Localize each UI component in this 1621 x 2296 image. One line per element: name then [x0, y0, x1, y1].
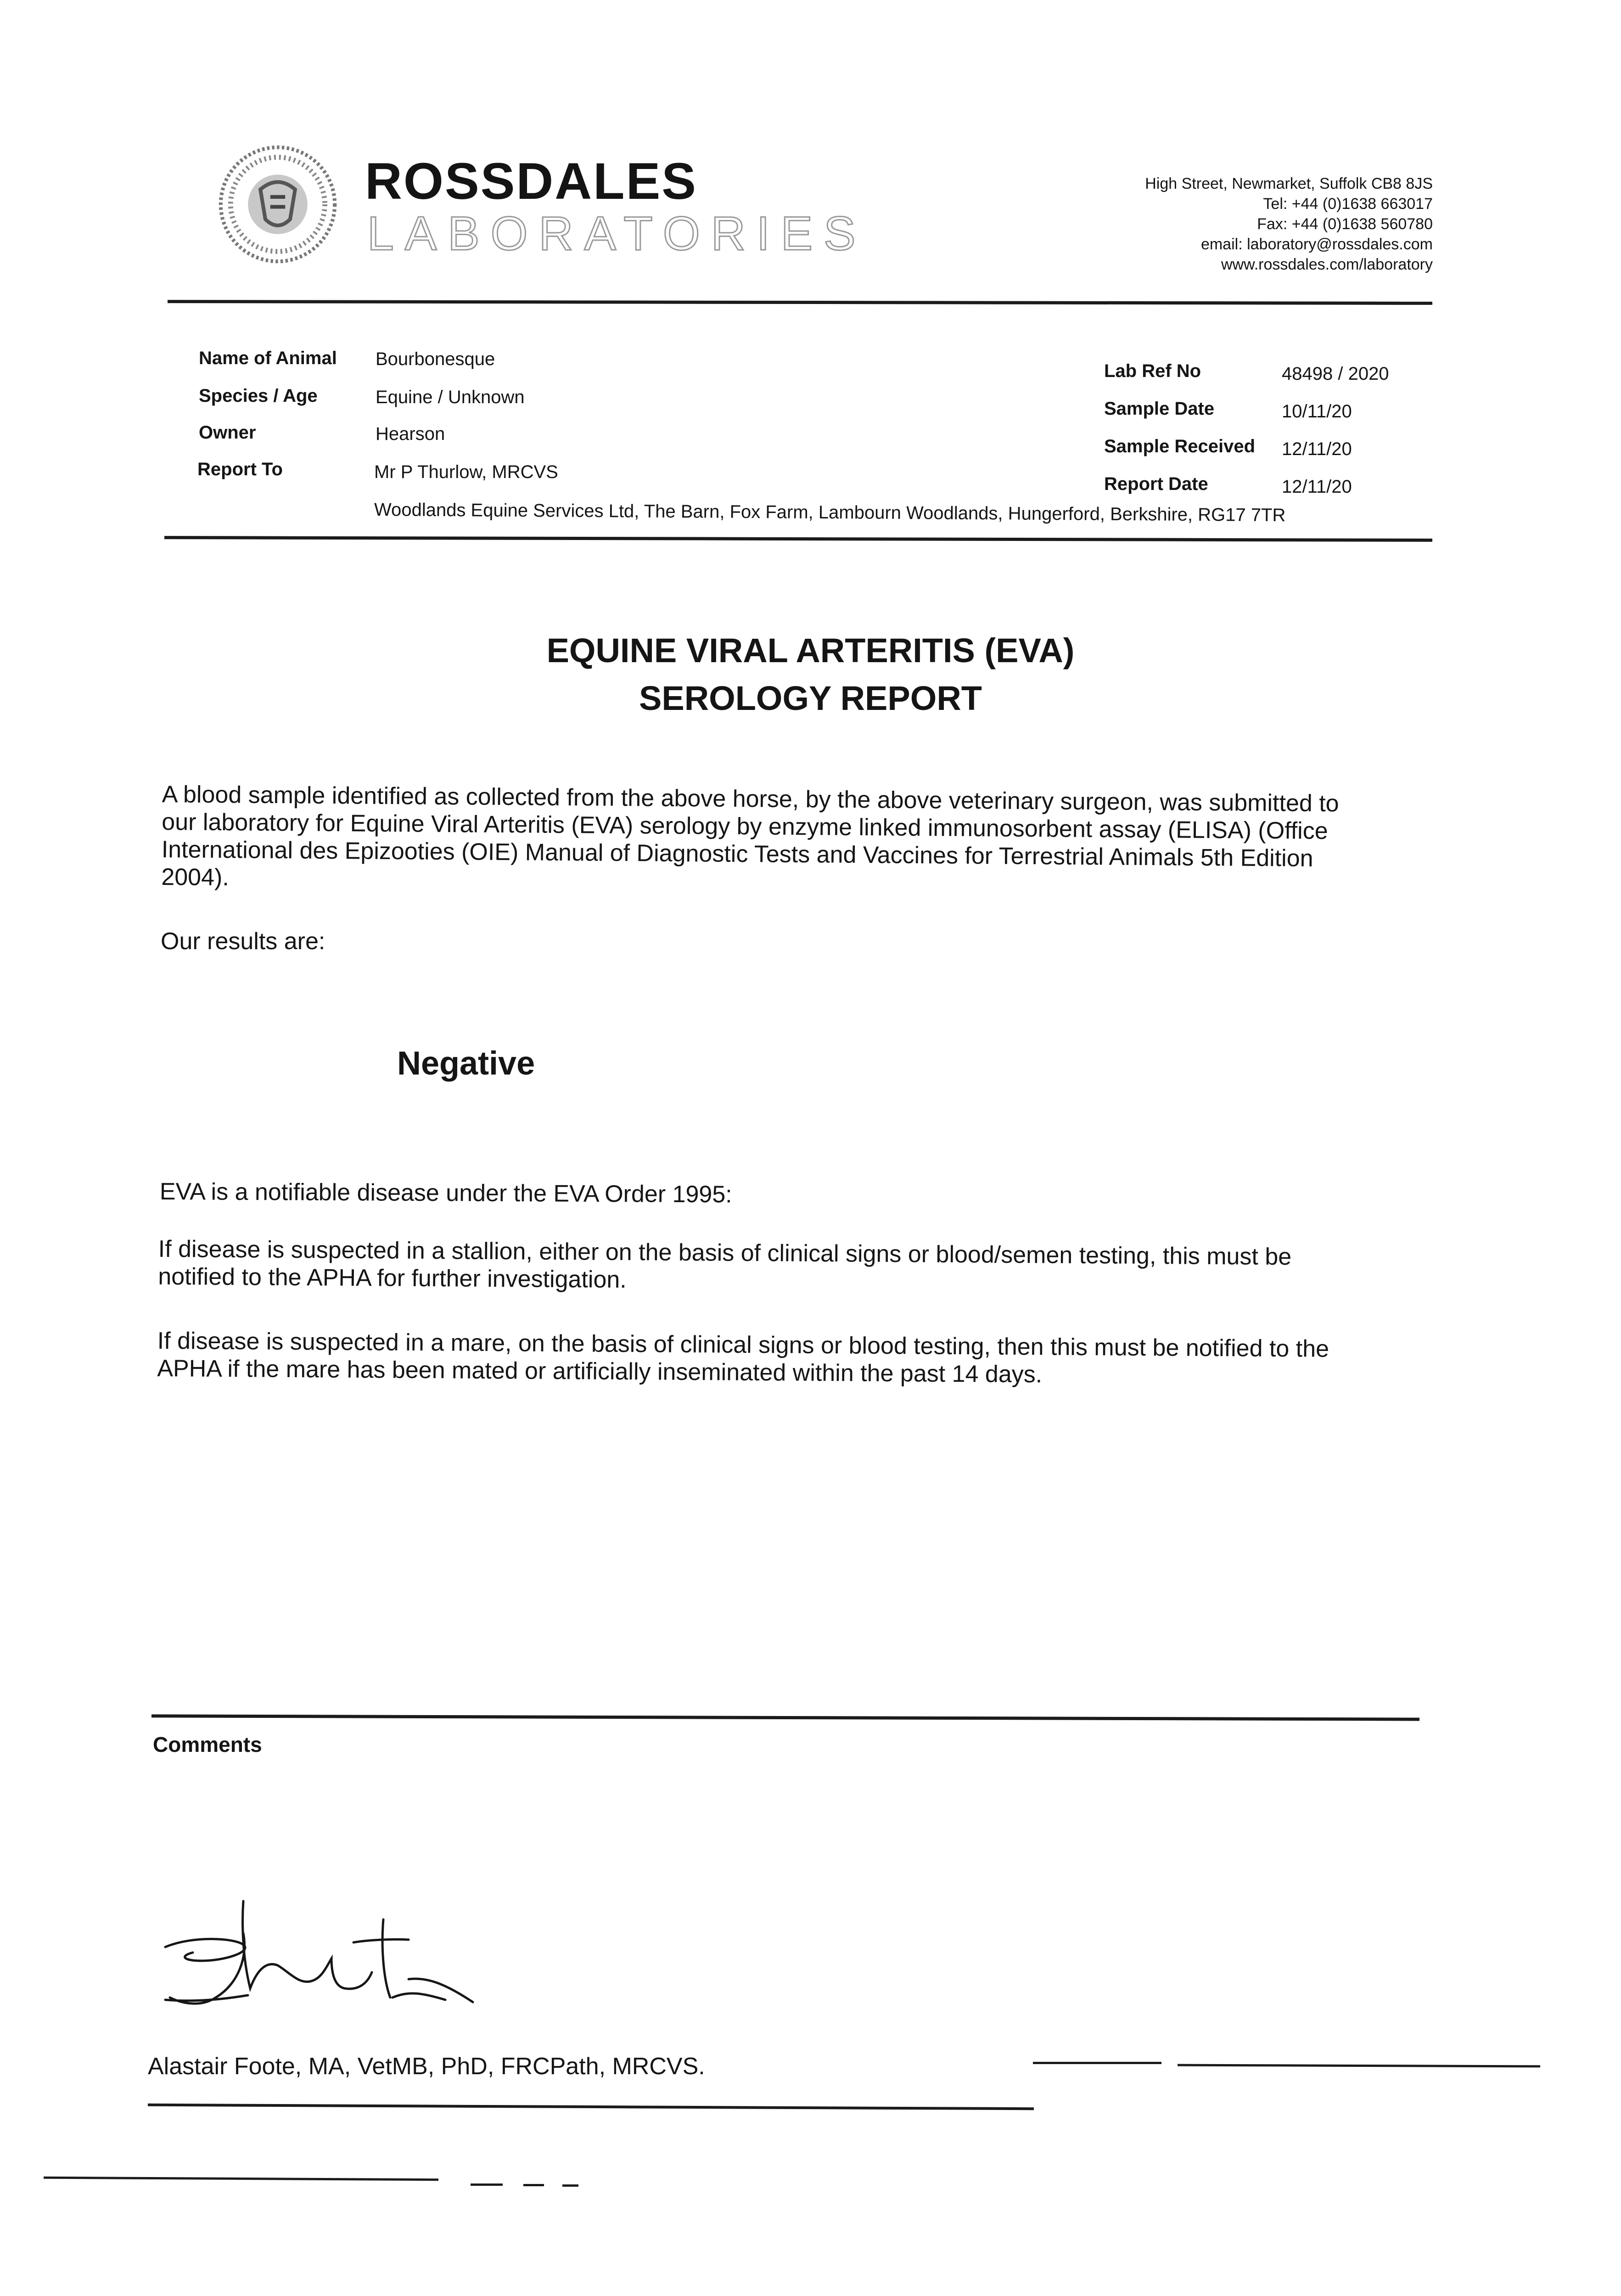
lab-ref-label: Lab Ref No	[1104, 361, 1201, 381]
bottom-divider-long	[44, 2177, 438, 2181]
sample-date-value: 10/11/20	[1282, 401, 1352, 422]
notifiable-statement: EVA is a notifiable disease under the EVA Order 1995:	[159, 1178, 732, 1208]
comments-label: Comments	[153, 1733, 262, 1756]
address-line: High Street, Newmarket, Suffolk CB8 8JS	[1145, 175, 1433, 192]
brand-name: ROSSDALES	[365, 152, 697, 210]
report-to-label: Report To	[197, 459, 283, 479]
right-divider-long	[1178, 2064, 1540, 2068]
intro-line: our laboratory for Equine Viral Arteritis (EVA) serology by enzyme linked immunosorbent assay (ELISA) (Office	[162, 808, 1328, 844]
sample-received-label: Sample Received	[1104, 436, 1256, 456]
header-divider	[168, 300, 1432, 305]
fax-line: Fax: +44 (0)1638 560780	[1257, 215, 1433, 233]
sample-date-label: Sample Date	[1104, 399, 1215, 419]
report-title	[0, 627, 1621, 722]
comments-divider	[151, 1714, 1419, 1721]
name-of-animal-value: Bourbonesque	[376, 349, 495, 369]
email-line: email: laboratory@rossdales.com	[1200, 236, 1433, 253]
bottom-divider-short-2	[523, 2184, 544, 2186]
lab-ref-value: 48498 / 2020	[1282, 364, 1389, 384]
stallion-paragraph	[158, 1235, 1291, 1298]
sample-received-value: 12/11/20	[1282, 439, 1352, 459]
stallion-line: notified to the APHA for further investigation.	[158, 1263, 627, 1294]
report-to-value: Mr P Thurlow, MRCVS	[374, 462, 558, 482]
report-title-line-2: SEROLOGY REPORT	[639, 679, 982, 717]
species-age-label: Species / Age	[199, 386, 318, 406]
details-divider	[164, 536, 1432, 542]
right-divider-short	[1033, 2062, 1161, 2064]
mare-paragraph	[157, 1327, 1329, 1390]
name-of-animal-label: Name of Animal	[199, 348, 337, 368]
intro-line: 2004).	[161, 863, 230, 891]
bottom-divider-short-3	[562, 2184, 578, 2187]
report-to-address: Woodlands Equine Services Ltd, The Barn, Fox Farm, Lambourn Woodlands, Hungerford, Berkshire, RG17 7TR	[374, 500, 1286, 526]
species-age-value: Equine / Unknown	[376, 387, 525, 407]
lab-address-block	[1145, 174, 1433, 275]
intro-line: A blood sample identified as collected from the above horse, by the above veterinary surgeon, was submitted to	[162, 781, 1339, 817]
signatory-name: Alastair Foote, MA, VetMB, PhD, FRCPath, MRCVS.	[148, 2053, 705, 2080]
stallion-line: If disease is suspected in a stallion, either on the basis of clinical signs or blood/semen testing, this must be	[158, 1236, 1292, 1271]
owner-label: Owner	[199, 422, 256, 443]
test-result: Negative	[397, 1045, 535, 1082]
signature	[151, 1892, 500, 2030]
rossdales-seal-logo	[216, 142, 340, 266]
report-date-value: 12/11/20	[1282, 477, 1352, 497]
intro-paragraph	[161, 781, 1339, 900]
bottom-divider-short-1	[471, 2183, 503, 2186]
website-line: www.rossdales.com/laboratory	[1221, 256, 1433, 273]
mare-line: If disease is suspected in a mare, on the basis of clinical signs or blood testing, then this must be notified to the	[157, 1328, 1329, 1362]
report-title-line-1: EQUINE VIRAL ARTERITIS (EVA)	[546, 631, 1075, 670]
brand-subtitle: LABORATORIES	[367, 207, 867, 260]
signature-divider	[148, 2104, 1034, 2110]
report-date-label: Report Date	[1104, 474, 1208, 494]
phone-line: Tel: +44 (0)1638 663017	[1263, 195, 1433, 213]
mare-line: APHA if the mare has been mated or artificially inseminated within the past 14 days.	[157, 1355, 1043, 1388]
results-intro: Our results are:	[161, 928, 325, 955]
intro-line: International des Epizooties (OIE) Manual of Diagnostic Tests and Vaccines for Terrestrial Animals 5th Edition	[161, 836, 1313, 872]
owner-value: Hearson	[376, 424, 445, 444]
